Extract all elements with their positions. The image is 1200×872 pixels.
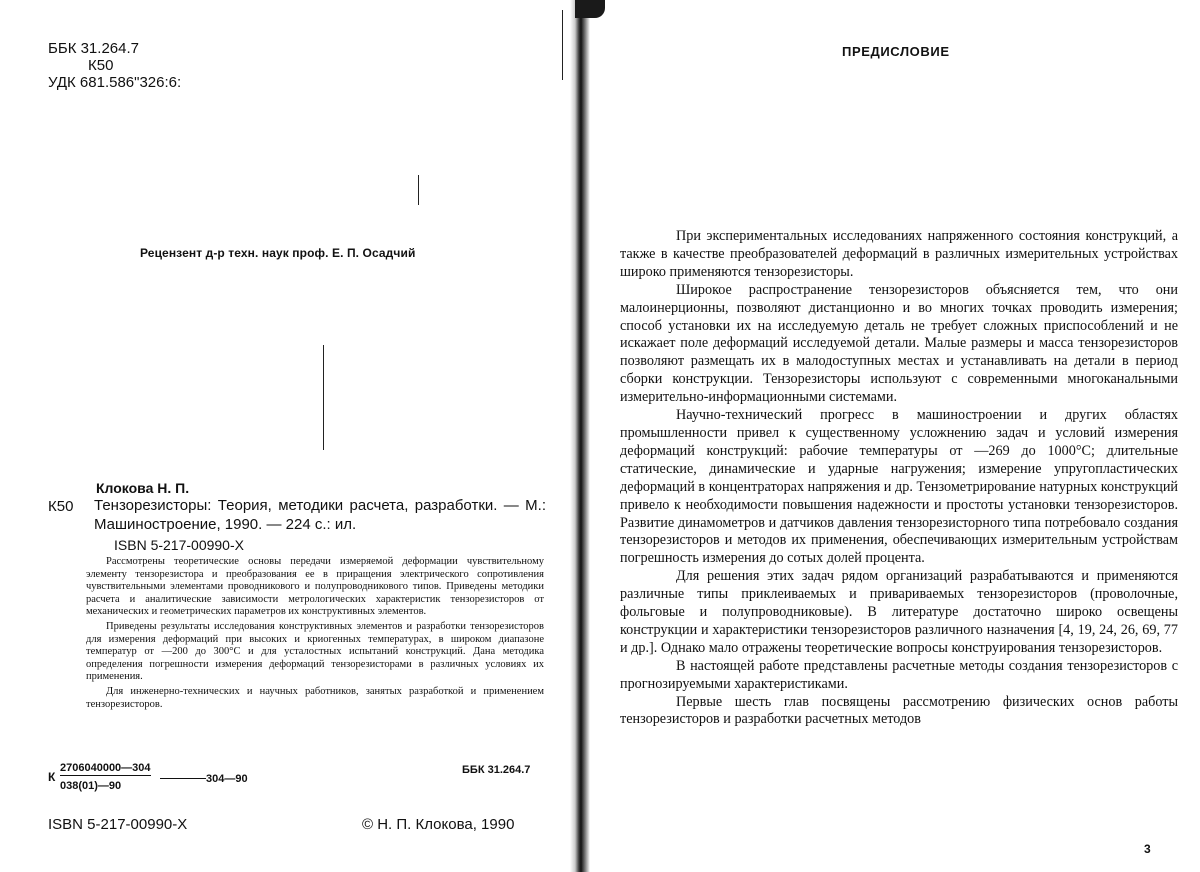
right-page bbox=[586, 0, 1200, 872]
preface-paragraph: Научно-технический прогресс в машиностроении и других областях промышленности привел к существенному усложнению задач и условий измерения деформаций конструкций: рабочие температуры от —269 до 1000°С; длительные статические, динамические и ударные нагружения; измерение упругопластических деформаций в концентраторах напряжения и др. Тензометрирование натурных конструкций привело к необходимости повышения надежности и простоты установки тензорезисторов. Развитие динамометров и датчиков давления тензорезисторного типа потребовало создания тензорезисторов и методов их применения, обеспечивающих измерительным устройствам погрешность измерения до сотых долей процента. bbox=[620, 407, 1178, 567]
annotation bbox=[86, 556, 544, 713]
code-numerator: 2706040000—304 bbox=[60, 762, 151, 774]
preface-text bbox=[620, 228, 1178, 729]
left-page bbox=[0, 0, 572, 872]
preface-paragraph: Для решения этих задач рядом организаций разрабатываются и применяются различные типы приклеиваемых и привариваемых тензорезисторов (проволочные, фольговые и полупроводниковые). В литературе достаточно широко освещены конструкции и характеристики тензорезисторов различного назначения [4, 19, 24, 26, 69, 77 и др.]. Однако мало отражены теоретические вопросы конструирования тензорезисторов. bbox=[620, 568, 1178, 656]
catalog-code: К50 bbox=[48, 498, 74, 515]
scan-artifact-line bbox=[418, 175, 419, 205]
page-title: ПРЕДИСЛОВИЕ bbox=[842, 44, 950, 59]
author-name: Клокова Н. П. bbox=[96, 480, 190, 496]
isbn-line: ISBN 5-217-00990-X bbox=[114, 537, 244, 553]
scan-artifact-line bbox=[562, 10, 563, 80]
scan-artifact-line bbox=[323, 345, 324, 450]
preface-paragraph: Широкое распространение тензорезисторов объясняется тем, что они малоинерционны, позволяют дистанционно и во многих точках проводить измерения; способ установки их на исследуемую деталь не требует сложных приспособлений и не искажает поле деформаций исследуемой детали. Малые размеры и масса тензорезисторов позволяют размещать их в малодоступных местах и устанавливать на детали в период сборки конструкции. Тензорезисторы используют с современными многоканальными измерительно-информационными системами. bbox=[620, 281, 1178, 406]
page-number: 3 bbox=[1144, 842, 1151, 856]
bibliographic-citation: Тензорезисторы: Теория, методики расчета, разработки. — М.: Машиностроение, 1990. — 224 с.: ил. bbox=[94, 497, 546, 533]
code-denominator: 038(01)—90 bbox=[60, 780, 122, 792]
code-suffix: 304—90 bbox=[206, 773, 248, 785]
annotation-paragraph: Приведены результаты исследования конструктивных элементов и разработки тензорезисторов для измерения деформаций при высоких и криогенных температурах, в широком диапазоне температур от —200 до 300°С и для усталостных испытаний конструкций. Дана методика определения погрешности измерения деформаций тензорезисторами в различных условиях их применения. bbox=[86, 620, 544, 683]
bbk-code: ББК 31.264.7 bbox=[48, 40, 139, 57]
preface-paragraph: В настоящей работе представлены расчетные методы создания тензорезисторов с прогнозируемыми характеристиками. bbox=[620, 657, 1178, 692]
copyright-notice: © Н. П. Клокова, 1990 bbox=[362, 816, 515, 833]
isbn-footer: ISBN 5-217-00990-X bbox=[48, 816, 188, 833]
reviewer-line: Рецензент д-р техн. наук проф. Е. П. Осадчий bbox=[140, 246, 416, 260]
preface-paragraph: Первые шесть глав посвящены рассмотрению физических основ работы тензорезисторов и разработки расчетных методов bbox=[620, 693, 1178, 728]
classification-block bbox=[48, 40, 181, 91]
udk-code: УДК 681.586"326:6: bbox=[48, 74, 182, 91]
author-mark: К50 bbox=[88, 57, 114, 74]
code-divider bbox=[160, 778, 206, 779]
preface-paragraph: При экспериментальных исследованиях напряженного состояния конструкций, а также в качестве преобразователей деформаций в различных измерительных устройствах широко применяются тензорезисторы. bbox=[620, 228, 1178, 280]
annotation-paragraph: Рассмотрены теоретические основы передачи измеряемой деформации чувствительному элементу тензорезистора и преобразования ее в приращения электрического сопротивления чувствительными элементами проводникового и полупроводникового типов. Приведены методики расчета и аналитические зависимости метрологических характеристик тензорезисторов от механических и геометрических параметров их конструктивных элементов. bbox=[86, 556, 544, 618]
code-letter: К bbox=[48, 770, 56, 784]
bbk-code-footer: ББК 31.264.7 bbox=[462, 764, 531, 776]
annotation-paragraph: Для инженерно-технических и научных работников, занятых разработкой и применением тензорезисторов. bbox=[86, 685, 544, 710]
